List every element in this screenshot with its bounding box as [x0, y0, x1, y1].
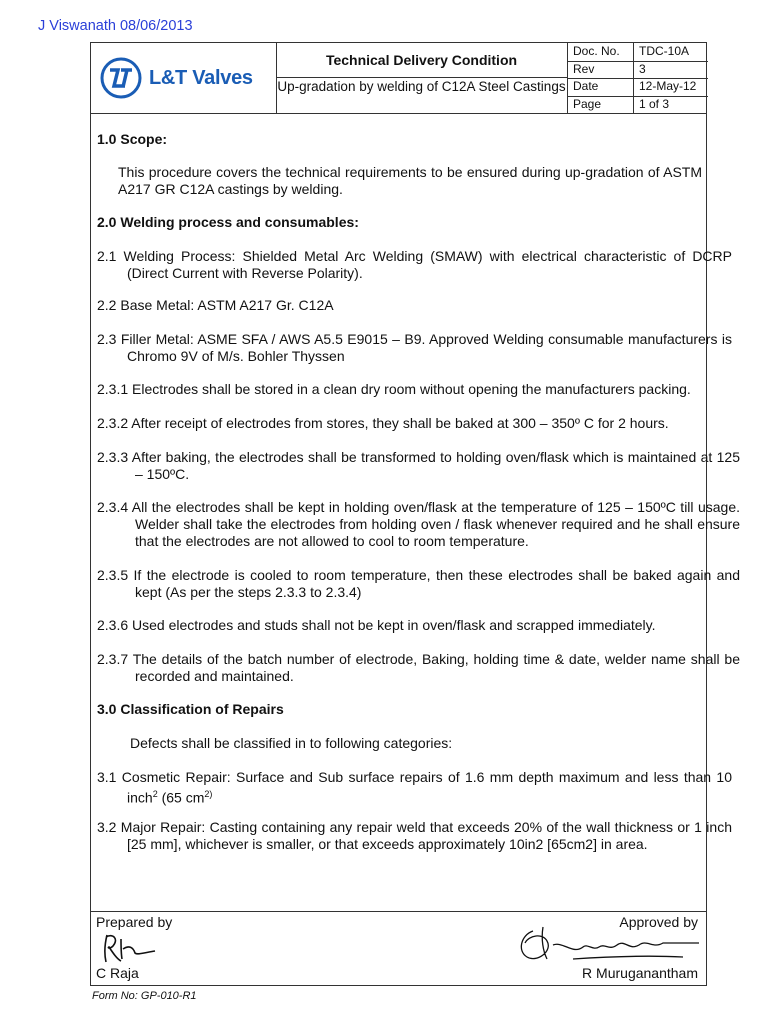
page-label: Page [573, 96, 602, 111]
para-3-1-sup2: 2) [204, 789, 213, 799]
doc-no-label: Doc. No. [573, 44, 620, 58]
signature-divider [91, 911, 706, 912]
para-2-3-6: 2.3.6 Used electrodes and studs shall not be kept in oven/flask and scrapped immediately. [97, 617, 656, 633]
para-2-3-4: 2.3.4 All the electrodes shall be kept in holding oven/flask at the temperature of 125 – 150ºC till usage. Welder shall take the electrodes from holding oven / flask whenever required and he shall ensure that the electrodes are not allowed to cool to room temperature. [97, 499, 740, 549]
meta-table [567, 43, 708, 113]
approved-signature-icon [513, 921, 703, 967]
meta-row-docno [567, 43, 708, 62]
prepared-by-label: Prepared by [96, 914, 173, 930]
logo-cell [91, 43, 277, 113]
para-2-1: 2.1 Welding Process: Shielded Metal Arc Welding (SMAW) with electrical characteristic of DCRP (Direct Current with Reverse Polarity). [97, 248, 732, 281]
section-1-heading: 1.0 Scope: [97, 131, 168, 147]
para-3-1-text-b: (65 cm [157, 789, 205, 806]
para-2-2: 2.2 Base Metal: ASTM A217 Gr. C12A [97, 297, 334, 313]
para-2-3-3: 2.3.3 After baking, the electrodes shall be transformed to holding oven/flask which is maintained at 125 – 150ºC. [97, 449, 740, 482]
prepared-signature-icon [99, 931, 169, 965]
section-1-text-content: This procedure covers the technical requirements to be ensured during up-gradation of ASTM A217 GR C12A castings by welding. [118, 164, 702, 197]
title-cell [276, 43, 568, 113]
rev-label: Rev [573, 61, 595, 76]
approved-by-label: Approved by [619, 914, 698, 930]
para-3-2: 3.2 Major Repair: Casting containing any repair weld that exceeds 20% of the wall thickness or 1 inch [25 mm], whichever is smaller, or that exceeds approximately 10in2 [65cm2] in area. [97, 819, 732, 852]
meta-row-page [567, 96, 708, 114]
document-frame [90, 42, 740, 986]
approved-by-name: R Muruganantham [582, 965, 698, 981]
section-3-intro [97, 735, 702, 752]
para-3-1 [97, 769, 732, 807]
lt-logo-icon [99, 56, 143, 100]
para-2-3-2: 2.3.2 After receipt of electrodes from stores, they shall be baked at 300 – 350º C for 2 hours. [97, 415, 669, 431]
para-2-3-5: 2.3.5 If the electrode is cooled to room temperature, then these electrodes shall be baked again and kept (As per the steps 2.3.3 to 2.3.4) [97, 567, 740, 600]
doc-no-value: TDC-10A [639, 44, 690, 58]
date-value: 12-May-12 [639, 79, 697, 93]
meta-row-date [567, 78, 708, 97]
para-3-1-sup1: 2 [152, 789, 158, 799]
rev-value: 3 [639, 61, 646, 76]
form-number: Form No: GP-010-R1 [92, 990, 197, 1002]
para-2-3-7: 2.3.7 The details of the batch number of electrode, Baking, holding time & date, welder name shall be recorded and maintained. [97, 651, 740, 684]
doc-subtitle: Up-gradation by welding of C12A Steel Castings [277, 79, 566, 94]
para-3-1-text: 3.1 Cosmetic Repair: Surface and Sub surface repairs of 1.6 mm depth maximum and less than 10 inch [97, 769, 732, 806]
logo-text: L&T Valves [149, 66, 253, 89]
para-2-3-1: 2.3.1 Electrodes shall be stored in a clean dry room without opening the manufacturers packing. [97, 381, 691, 397]
section-3-heading: 3.0 Classification of Repairs [97, 701, 284, 717]
prepared-by-name: C Raja [96, 965, 139, 981]
date-label: Date [573, 79, 599, 93]
page-value: 1 of 3 [639, 96, 670, 111]
meta-row-rev [567, 61, 708, 80]
doc-title: Technical Delivery Condition [276, 43, 567, 78]
document-header [91, 43, 706, 114]
section-3-intro-content: Defects shall be classified in to following categories: [130, 735, 453, 751]
para-2-3: 2.3 Filler Metal: ASME SFA / AWS A5.5 E9015 – B9. Approved Welding consumable manufacturers is Chromo 9V of M/s. Bohler Thyssen [97, 331, 732, 364]
section-2-heading: 2.0 Welding process and consumables: [97, 214, 359, 230]
section-1-text [97, 164, 702, 198]
handwritten-annotation: J Viswanath 08/06/2013 [38, 18, 193, 34]
